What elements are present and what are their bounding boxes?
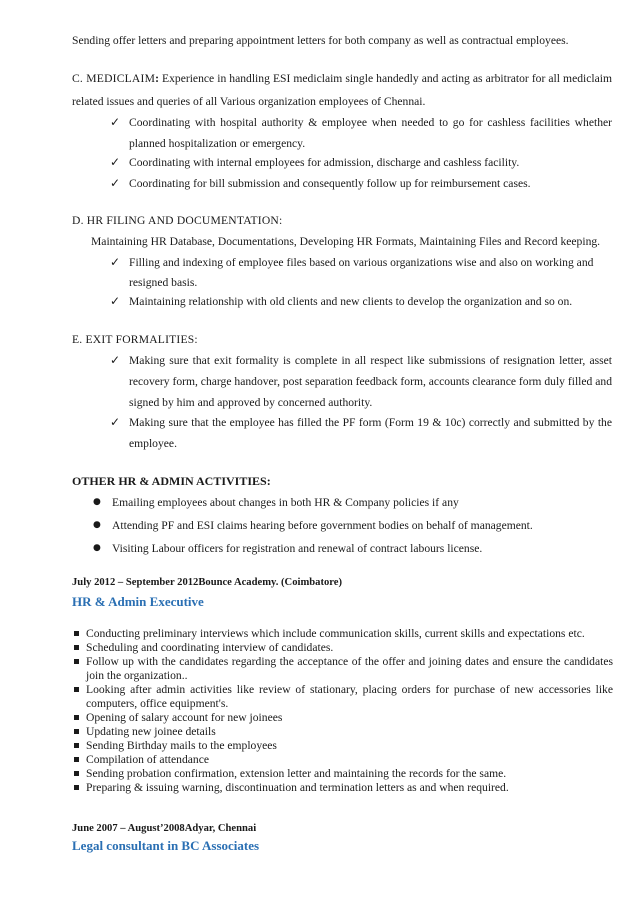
check-icon: ✓: [110, 255, 121, 269]
job1-item-4-line-2: computers, office equipment's.: [86, 697, 229, 710]
exit-item-1-line-1: Making sure that exit formality is complete in all respect like submissions of resignation letter, asset: [129, 354, 612, 367]
job1-item-3-line-2: join the organization..: [86, 669, 188, 682]
job1-item-10: Preparing & issuing warning, discontinuation and termination letters as and when required.: [86, 781, 509, 794]
filing-text: Maintaining HR Database, Documentations, Developing HR Formats, Maintaining Files and Record keeping.: [91, 235, 601, 248]
job1-item-5: Opening of salary account for new joinees: [86, 711, 283, 724]
mediclaim-item-3: Coordinating for bill submission and consequently follow up for reimbursement cases.: [129, 177, 531, 190]
mediclaim-item-1-line-1: Coordinating with hospital authority & employee when needed to go for cashless facilities whether: [129, 116, 612, 129]
job1-item-6: Updating new joinee details: [86, 725, 216, 738]
job2-dates: June 2007 – August’2008Adyar, Chennai: [72, 823, 257, 834]
job1-item-3-line-1: Follow up with the candidates regarding the acceptance of the offer and joining dates and ensure the candidates: [86, 655, 613, 668]
other-item-3: Visiting Labour officers for registration and renewal of contract labours license.: [112, 542, 483, 555]
exit-item-2-line-1: Making sure that the employee has filled the PF form (Form 19 & 10c) correctly and submitted by the: [129, 416, 612, 429]
job2-role: Legal consultant in BC Associates: [72, 838, 260, 853]
check-icon: ✓: [110, 115, 121, 129]
check-icon: ✓: [110, 415, 121, 429]
job1-item-1: Conducting preliminary interviews which include communication skills, current skills and expectations etc.: [86, 627, 585, 640]
check-icon: ✓: [110, 294, 121, 308]
mediclaim-item-2: Coordinating with internal employees for admission, discharge and cashless facility.: [129, 156, 520, 169]
bullet-icon: ●: [93, 543, 101, 553]
square-bullet-icon: [74, 631, 79, 636]
square-bullet-icon: [74, 771, 79, 776]
filing-heading: D. HR FILING AND DOCUMENTATION:: [72, 214, 283, 227]
check-icon: ✓: [110, 353, 121, 367]
job1-item-7: Sending Birthday mails to the employees: [86, 739, 277, 752]
bullet-icon: ●: [93, 520, 101, 530]
other-heading: OTHER HR & ADMIN ACTIVITIES:: [72, 474, 271, 488]
job1-item-8: Compilation of attendance: [86, 753, 209, 766]
other-item-2: Attending PF and ESI claims hearing before government bodies on behalf of management.: [112, 519, 533, 532]
exit-item-1-line-2: recovery form, charge handover, post separation feedback form, accounts clearance form duly filled and: [129, 375, 612, 388]
other-item-1: Emailing employees about changes in both HR & Company policies if any: [112, 496, 459, 509]
exit-item-1-line-3: signed by him and approved by concerned authority.: [129, 396, 373, 409]
filing-item-1-line-1: Filling and indexing of employee files based on various organizations wise and also on working and: [129, 256, 594, 269]
job1-role: HR & Admin Executive: [72, 594, 204, 609]
mediclaim-item-1-line-2: planned hospitalization or emergency.: [129, 137, 306, 150]
intro-line: Sending offer letters and preparing appointment letters for both company as well as contractual employees.: [72, 34, 569, 47]
square-bullet-icon: [74, 757, 79, 762]
exit-item-2-line-2: employee.: [129, 437, 177, 450]
filing-item-2: Maintaining relationship with old clients and new clients to develop the organization and so on.: [129, 295, 573, 308]
job1-item-9: Sending probation confirmation, extension letter and maintaining the records for the same.: [86, 767, 507, 780]
square-bullet-icon: [74, 687, 79, 692]
square-bullet-icon: [74, 645, 79, 650]
square-bullet-icon: [74, 715, 79, 720]
mediclaim-heading: C. MEDICLAIM: [72, 72, 156, 85]
exit-heading: E. EXIT FORMALITIES:: [72, 333, 198, 346]
mediclaim-text-1: Experience in handling ESI mediclaim single handedly and acting as arbitrator for all mediclaim: [158, 72, 612, 85]
square-bullet-icon: [74, 659, 79, 664]
job1-item-4-line-1: Looking after admin activities like review of stationary, placing orders for purchase of new accessories like: [86, 683, 613, 696]
filing-item-1-line-2: resigned basis.: [129, 276, 198, 289]
bullet-icon: ●: [93, 497, 101, 507]
job1-item-2: Scheduling and coordinating interview of candidates.: [86, 641, 334, 654]
square-bullet-icon: [74, 743, 79, 748]
mediclaim-colon: :: [155, 72, 159, 85]
check-icon: ✓: [110, 176, 121, 190]
job1-dates: July 2012 – September 2012Bounce Academy. (Coimbatore): [72, 577, 343, 588]
check-icon: ✓: [110, 155, 121, 169]
square-bullet-icon: [74, 729, 79, 734]
mediclaim-line-1: [72, 71, 612, 86]
mediclaim-line-2: related issues and queries of all Various organization employees of Chennai.: [72, 95, 426, 108]
square-bullet-icon: [74, 785, 79, 790]
